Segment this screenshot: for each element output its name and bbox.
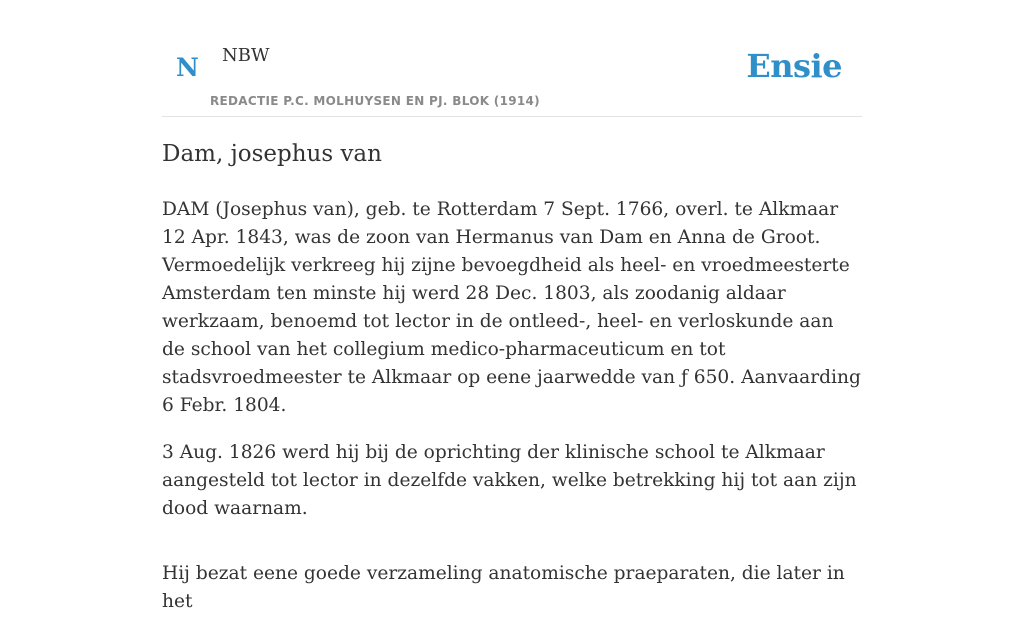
article-paragraph: DAM (Josephus van), geb. te Rotterdam 7 Sept. 1766, overl. te Alkmaar 12 Apr. 1843, was de zoon van Hermanus van Dam en Anna de Groot. Vermoedelijk verkreeg hij zijne bevoegdheid als heel- en vroedmeesterte Amsterdam ten minste hij werd 28 Dec. 1803, als zoodanig aldaar werkzaam, benoemd tot lector in de ontleed-, heel- en verloskunde aan de school van het collegium medico-pharmaceuticum en tot stadsvroedmeester te Alkmaar op eene jaarwedde van ƒ 650. Aanvaarding 6 Febr. 1804. — [162, 199, 861, 416]
article — [162, 138, 862, 635]
source-name[interactable]: NBW — [222, 45, 270, 66]
source-header — [162, 0, 862, 117]
article-title: Dam, josephus van — [162, 141, 382, 167]
source-subtitle: REDACTIE P.C. MOLHUYSEN EN PJ. BLOK (1914) — [210, 94, 540, 108]
article-paragraph: Hij bezat eene goede verzameling anatomische praeparaten, die later in het — [162, 563, 845, 612]
brand-logo[interactable]: Ensie — [746, 47, 842, 85]
source-logo[interactable]: N — [176, 53, 199, 82]
article-paragraph: 3 Aug. 1826 werd hij bij de oprichting der klinische school te Alkmaar aangesteld tot lector in dezelfde vakken, welke betrekking hij tot aan zijn dood waarnam. — [162, 442, 857, 519]
